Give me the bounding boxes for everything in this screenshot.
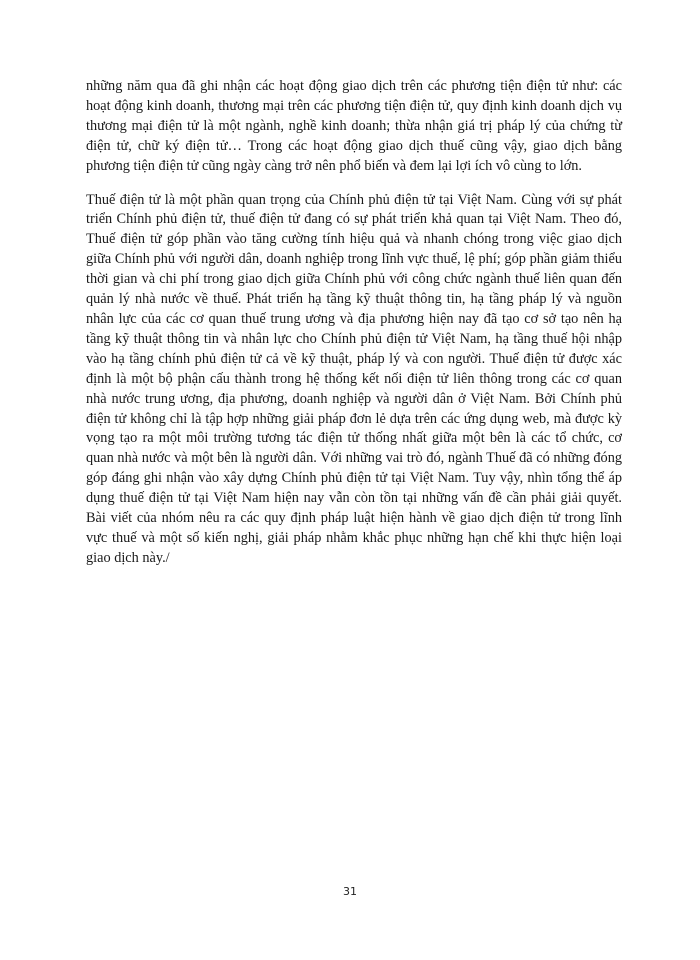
page-number: 31: [343, 885, 357, 898]
paragraph-e-tax: Thuế điện tử là một phần quan trọng của Chính phủ điện tử tại Việt Nam. Cùng với sự phát triển Chính phủ điện tử, thuế điện tử đang có sự phát triển khả quan tại Việt Nam. Theo đó, Thuế điện tử góp phần vào tăng cường tính hiệu quả và nhanh chóng trong việc giao dịch giữa Chính phủ với người dân, doanh nghiệp trong lĩnh vực thuế, lệ phí; góp phần giảm thiểu thời gian và chi phí trong giao dịch giữa Chính phủ với công chức ngành thuế liên quan đến quản lý nhà nước về thuế. Phát triển hạ tầng kỹ thuật thông tin, hạ tầng pháp lý và nguồn nhân lực của các cơ quan thuế trung ương và địa phương hiện nay đã tạo cơ sở tạo nên hạ tầng kỹ thuật thông tin và nhân lực cho Chính phủ điện tử Việt Nam, hạ tầng thuế hội nhập vào hạ tầng chính phủ điện tử cả về kỹ thuật, pháp lý và con người. Thuế điện tử được xác định là một bộ phận cấu thành trong hệ thống kết nối điện tử liên thông trong các cơ quan nhà nước trung ương, địa phương, doanh nghiệp và người dân ở Việt Nam. Bởi Chính phủ điện tử không chỉ là tập hợp những giải pháp đơn lẻ dựa trên các ứng dụng web, mà được kỳ vọng tạo ra một môi trường tương tác điện tử thống nhất giữa một bên là các tổ chức, cơ quan nhà nước và một bên là người dân. Với những vai trò đó, ngành Thuế đã có những đóng góp đáng ghi nhận vào xây dựng Chính phủ điện tử tại Việt Nam. Tuy vậy, nhìn tổng thể áp dụng thuế điện tử tại Việt Nam hiện nay vẫn còn tồn tại những vấn đề cần phải giải quyết. Bài viết của nhóm nêu ra các quy định pháp luật hiện hành về giao dịch điện tử trong lĩnh vực thuế và một số kiến nghị, giải pháp nhằm khắc phục những hạn chế khi thực hiện loại giao dịch này./: [86, 191, 622, 566]
paragraph-intro-continuation: những năm qua đã ghi nhận các hoạt động giao dịch trên các phương tiện điện tử như: các hoạt động kinh doanh, thương mại trên các phương tiện điện tử, quy định kinh doanh dịch vụ thương mại điện tử là một ngành, nghề kinh doanh; thừa nhận giá trị pháp lý của chứng từ điện tử, chữ ký điện tử… Trong các hoạt động giao dịch thuế cũng vậy, giao dịch bằng phương tiện điện tử cũng ngày càng trở nên phổ biến và đem lại lợi ích vô cùng to lớn.: [86, 78, 622, 174]
body-text: [86, 77, 622, 583]
